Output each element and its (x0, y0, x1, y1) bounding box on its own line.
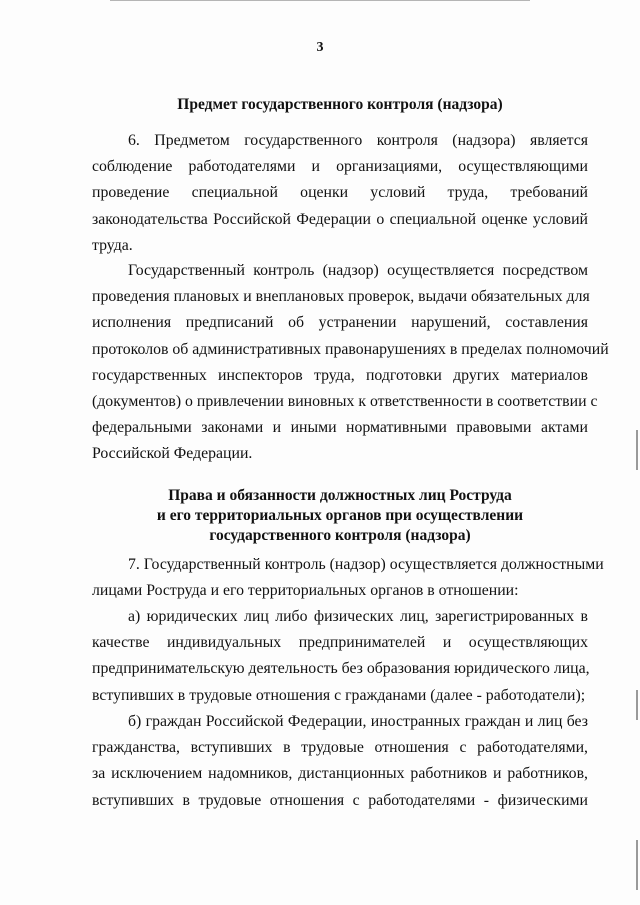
heading-line: и его территориальных органов при осуществлении (156, 507, 524, 524)
text-line: за исключением надомников, дистанционных работников и работников, (92, 765, 588, 783)
section-heading-rights (90, 486, 590, 546)
text-line: федеральными законами и иными нормативными правовыми актами (92, 419, 588, 437)
paragraph-6 (92, 128, 588, 259)
text-line: качестве индивидуальных предпринимателей и осуществляющих (92, 634, 588, 652)
text-line: протоколов об административных правонарушениях в пределах полномочий (92, 340, 609, 358)
text-line: 7. Государственный контроль (надзор) осуществляется должностными (128, 556, 604, 573)
item-a (92, 604, 588, 709)
text-line: труда. (92, 236, 133, 254)
text-line: гражданства, вступивших в трудовые отношения с работодателями, (92, 739, 588, 757)
text-line: законодательства Российской Федерации о специальной оценке условий (92, 210, 588, 228)
paragraph-control-methods (92, 258, 609, 468)
text-line: вступивших в трудовые отношения с гражданами (далее - работодатели); (92, 686, 586, 704)
section-heading-subject (90, 95, 590, 115)
text-line: государственных инспекторов труда, подготовки других материалов (92, 366, 588, 384)
scan-edge-mark (636, 430, 638, 470)
item-b (92, 709, 588, 814)
text-line: предпринимательскую деятельность без образования юридического лица, (92, 660, 590, 678)
text-line: проведения плановых и внеплановых проверок, выдачи обязательных для (92, 288, 590, 306)
scan-edge-mark (636, 840, 638, 890)
page-number: 3 (316, 40, 324, 55)
text-line: проведение специальной оценки условий труда, требований (92, 184, 588, 202)
text-line: (документов) о привлечении виновных к ответственности в соответствии с (92, 392, 598, 410)
text-line: 6. Предметом государственного контроля (надзора) является (128, 132, 588, 149)
text-line: а) юридических лиц либо физических лиц, зарегистрированных в (128, 608, 588, 625)
text-line: соблюдение работодателями и организациями, осуществляющими (92, 158, 588, 176)
heading-line: Предмет государственного контроля (надзора) (177, 96, 503, 113)
scan-top-edge (110, 0, 530, 1)
heading-line: государственного контроля (надзора) (209, 527, 471, 544)
paragraph-7 (92, 552, 604, 604)
text-line: лицами Роструда и его территориальных органов в отношении: (92, 582, 519, 600)
text-line: исполнения предписаний об устранении нарушений, составления (92, 314, 588, 332)
text-line: б) граждан Российской Федерации, иностранных граждан и лиц без (128, 713, 588, 730)
heading-line: Права и обязанности должностных лиц Роструда (168, 487, 512, 504)
text-line: Российской Федерации. (92, 445, 253, 463)
scan-edge-mark (636, 690, 638, 720)
text-line: Государственный контроль (надзор) осуществляется посредством (128, 262, 588, 279)
text-line: вступивших в трудовые отношения с работодателями - физическими (92, 791, 588, 809)
